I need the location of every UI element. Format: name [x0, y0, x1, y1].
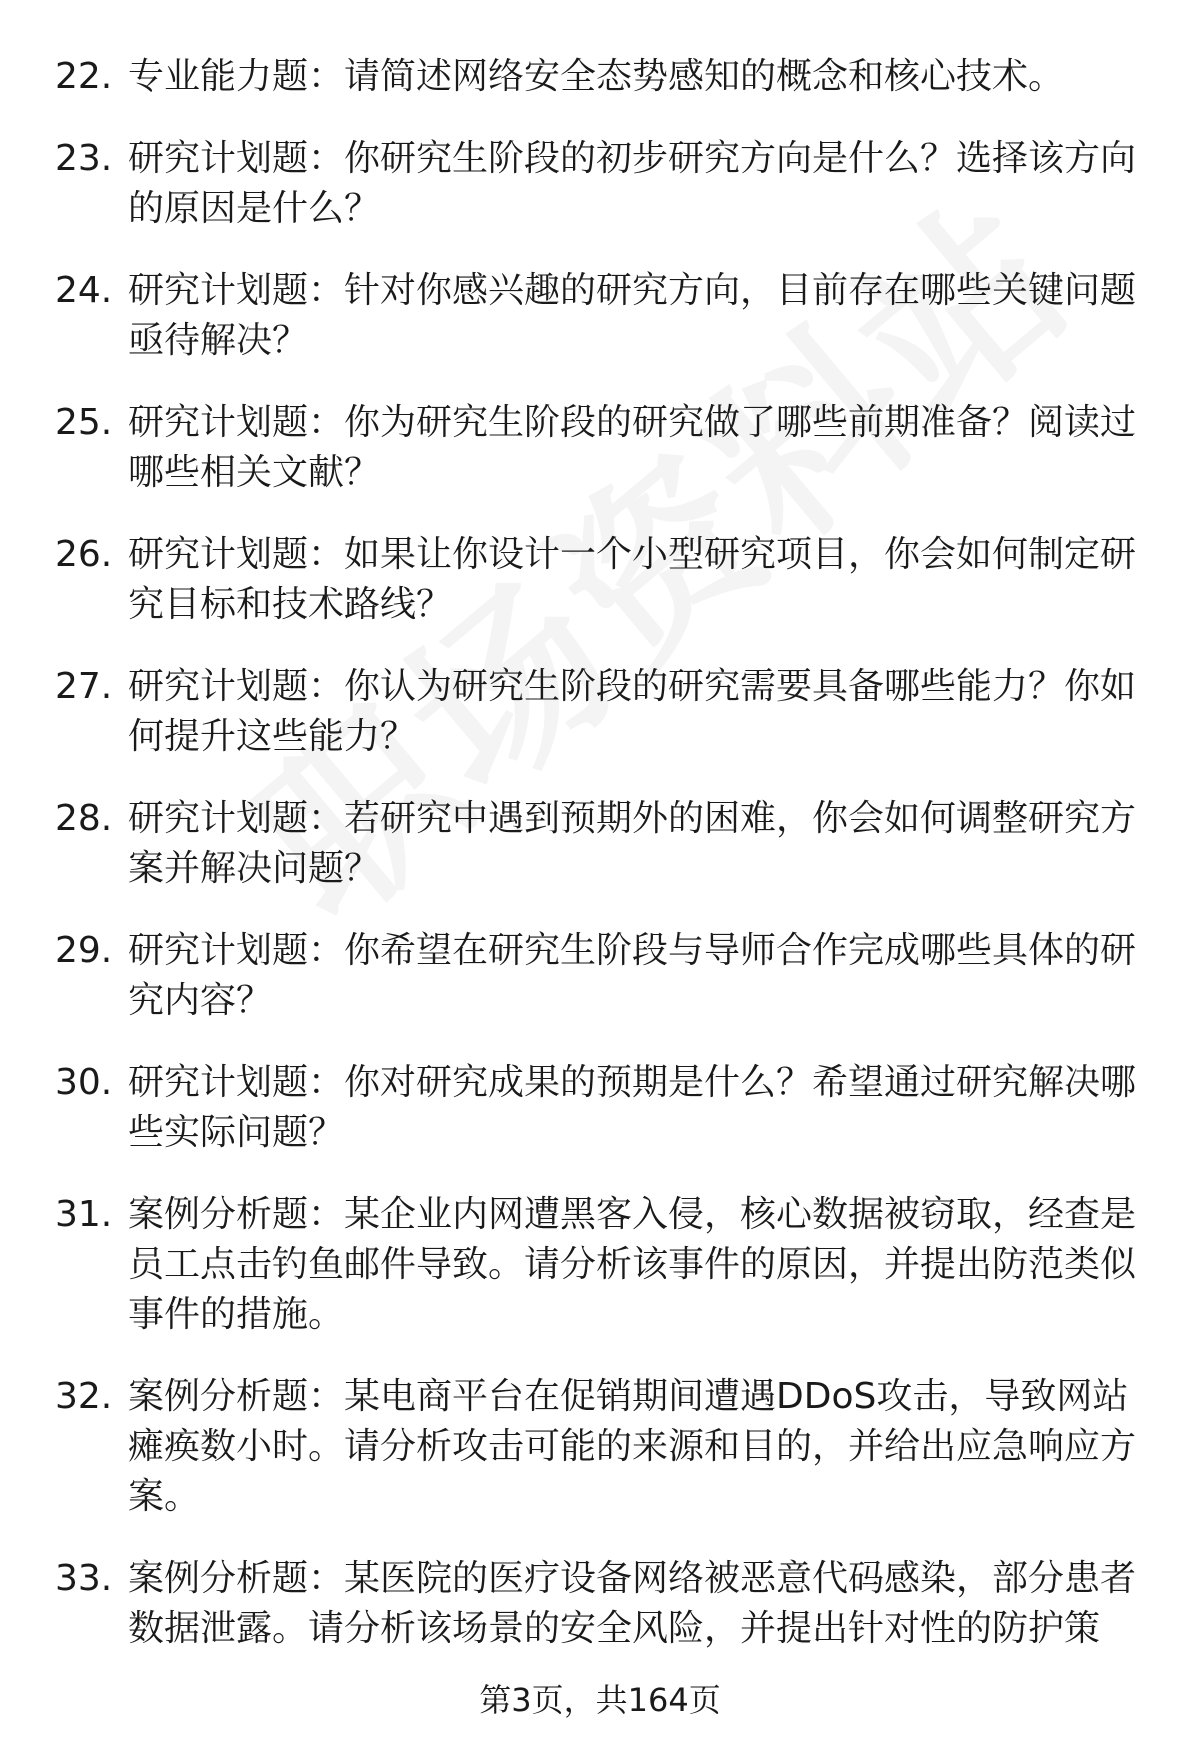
list-item	[0, 266, 1200, 366]
item-number: 26.	[55, 534, 113, 575]
item-number: 30.	[55, 1062, 113, 1103]
item-text: 研究计划题：如果让你设计一个小型研究项目，你会如何制定研究目标和技术路线？	[128, 534, 1137, 625]
item-number: 29.	[55, 930, 113, 971]
item-text: 案例分析题：某医院的医疗设备网络被恶意代码感染，部分患者数据泄露。请分析该场景的安全风险，并提出针对性的防护策	[128, 1558, 1137, 1649]
item-number: 33.	[55, 1558, 113, 1599]
item-text: 研究计划题：针对你感兴趣的研究方向，目前存在哪些关键问题亟待解决？	[128, 270, 1137, 361]
item-number: 22.	[55, 56, 113, 97]
item-text: 研究计划题：你对研究成果的预期是什么？希望通过研究解决哪些实际问题？	[128, 1062, 1137, 1153]
question-list	[0, 52, 1200, 1686]
item-number: 27.	[55, 666, 113, 707]
list-item	[0, 1554, 1200, 1654]
list-item	[0, 926, 1200, 1026]
item-number: 25.	[55, 402, 113, 443]
list-item	[0, 1190, 1200, 1340]
list-item	[0, 794, 1200, 894]
item-text: 案例分析题：某企业内网遭黑客入侵，核心数据被窃取，经查是员工点击钓鱼邮件导致。请分析该事件的原因，并提出防范类似事件的措施。	[128, 1194, 1137, 1335]
item-number: 24.	[55, 270, 113, 311]
list-item	[0, 52, 1200, 102]
item-text: 案例分析题：某电商平台在促销期间遭遇DDoS攻击，导致网站瘫痪数小时。请分析攻击可能的来源和目的，并给出应急响应方案。	[128, 1376, 1137, 1517]
item-number: 32.	[55, 1376, 113, 1417]
item-number: 31.	[55, 1194, 113, 1235]
item-number: 28.	[55, 798, 113, 839]
item-text: 研究计划题：你希望在研究生阶段与导师合作完成哪些具体的研究内容？	[128, 930, 1137, 1021]
item-number: 23.	[55, 138, 113, 179]
list-item	[0, 398, 1200, 498]
page-footer: 第3页，共164页	[479, 1681, 721, 1719]
list-item	[0, 662, 1200, 762]
item-text: 研究计划题：你为研究生阶段的研究做了哪些前期准备？阅读过哪些相关文献？	[128, 402, 1137, 493]
item-text: 研究计划题：你认为研究生阶段的研究需要具备哪些能力？你如何提升这些能力？	[128, 666, 1137, 757]
list-item	[0, 1058, 1200, 1158]
list-item	[0, 134, 1200, 234]
item-text: 专业能力题：请简述网络安全态势感知的概念和核心技术。	[128, 56, 1065, 97]
item-text: 研究计划题：你研究生阶段的初步研究方向是什么？选择该方向的原因是什么？	[128, 138, 1137, 229]
item-text: 研究计划题：若研究中遇到预期外的困难，你会如何调整研究方案并解决问题？	[128, 798, 1137, 889]
list-item	[0, 530, 1200, 630]
list-item	[0, 1372, 1200, 1522]
